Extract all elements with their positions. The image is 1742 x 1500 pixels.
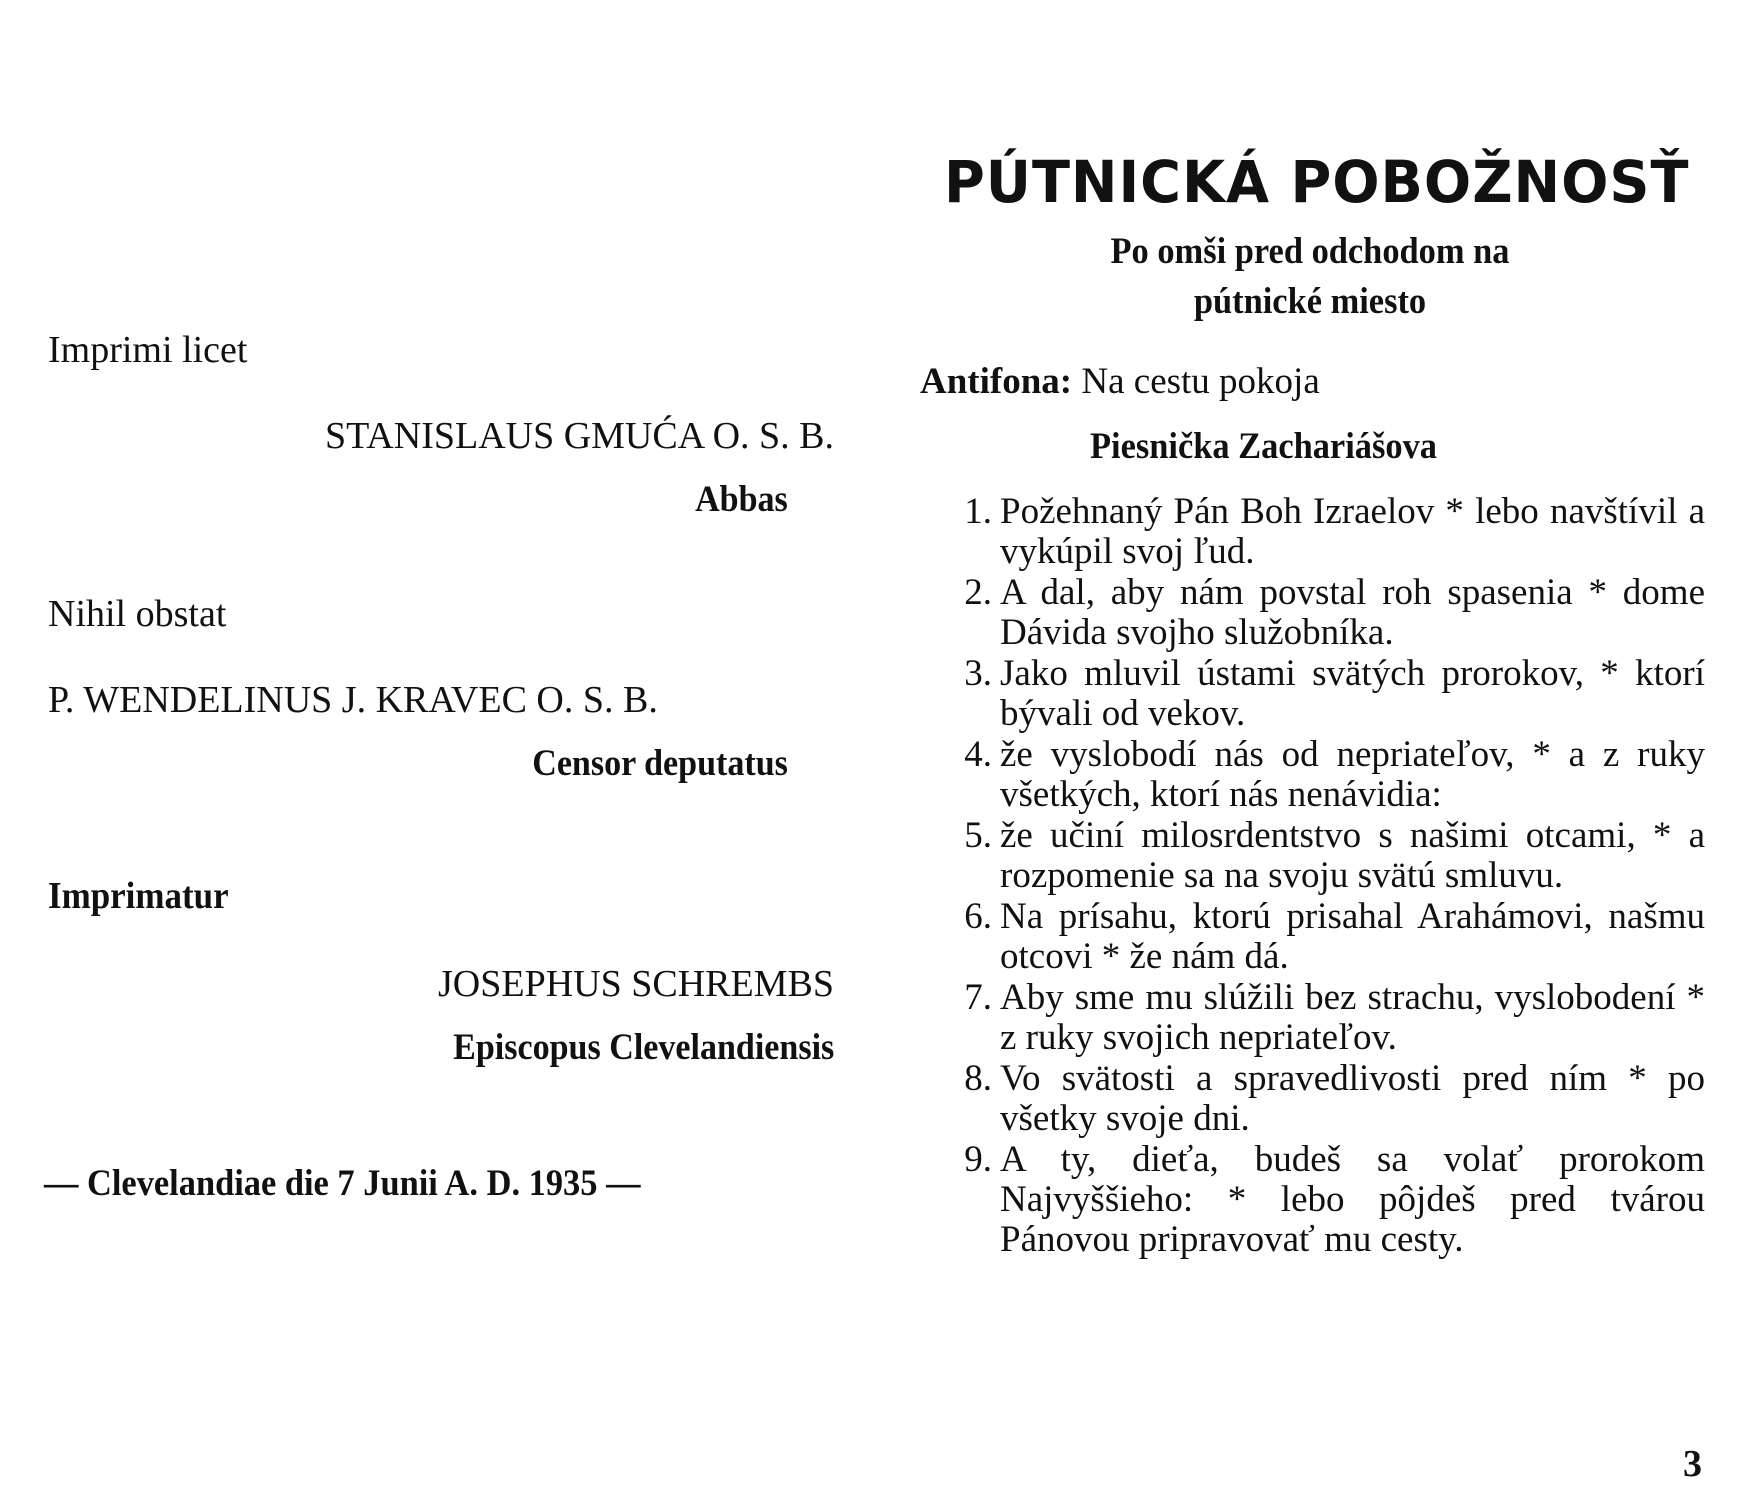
verse-text: že učiní milosrdentstvo s našimi otcami, * a rozpomenie sa na svoju svätú smluvu. bbox=[1000, 815, 1705, 896]
verse-text: Jako mluvil ústami svätých prorokov, * ktorí bývali od vekov. bbox=[1000, 653, 1705, 734]
verse-text: Aby sme mu slúžili bez strachu, vyslobodení * z ruky svojich nepriateľov. bbox=[1000, 977, 1705, 1058]
verse-text: Na prísahu, ktorú prisahal Arahámovi, našmu otcovi * že nám dá. bbox=[1000, 896, 1705, 977]
antifona bbox=[920, 360, 1320, 403]
verse-item bbox=[930, 573, 1705, 653]
verse-text: Vo svätosti a spravedlivosti pred ním * po všetky svoje dni. bbox=[1000, 1058, 1705, 1139]
verse-item bbox=[930, 897, 1705, 977]
verse-number: 8. bbox=[964, 1058, 992, 1099]
dateline: — Clevelandiae die 7 Junii A. D. 1935 — bbox=[44, 1163, 641, 1204]
verse-item bbox=[930, 735, 1705, 815]
verse-number: 1. bbox=[964, 491, 992, 532]
subtitle-line-2: pútnické miesto bbox=[1193, 281, 1427, 322]
verse-number: 5. bbox=[964, 815, 992, 856]
verse-list bbox=[930, 492, 1705, 1261]
nihil-obstat-name: P. WENDELINUS J. KRAVEC O. S. B. bbox=[48, 679, 658, 721]
verse-number: 3. bbox=[964, 653, 992, 694]
verse-item bbox=[930, 492, 1705, 572]
nihil-obstat-role: Censor deputatus bbox=[532, 743, 788, 784]
verse-number: 7. bbox=[964, 977, 992, 1018]
imprimi-licet-label: Imprimi licet bbox=[48, 329, 248, 371]
verse-text: Požehnaný Pán Boh Izraelov * lebo navštívil a vykúpil svoj ľud. bbox=[1000, 491, 1705, 572]
page-number: 3 bbox=[1683, 1443, 1702, 1485]
antifona-label: Antifona: bbox=[920, 361, 1073, 402]
nihil-obstat-label: Nihil obstat bbox=[48, 593, 227, 635]
subtitle-line-1: Po omši pred odchodom na bbox=[1110, 231, 1510, 272]
imprimatur-label: Imprimatur bbox=[48, 875, 229, 917]
verse-text: že vyslobodí nás od nepriateľov, * a z ruky všetkých, ktorí nás nenávidia: bbox=[1000, 734, 1705, 815]
imprimatur-name: JOSEPHUS SCHREMBS bbox=[438, 963, 834, 1005]
verse-number: 9. bbox=[964, 1139, 992, 1180]
page-title: PÚTNICKÁ POBOŽNOSŤ bbox=[944, 148, 1690, 216]
imprimi-licet-role: Abbas bbox=[695, 479, 788, 520]
verse-item bbox=[930, 1140, 1705, 1260]
imprimatur-role: Episcopus Clevelandiensis bbox=[452, 1027, 834, 1068]
verse-item bbox=[930, 1059, 1705, 1139]
verse-number: 4. bbox=[964, 734, 992, 775]
verse-text: A ty, dieťa, budeš sa volať prorokom Najvyššieho: * lebo pôjdeš pred tvárou Pánovou pripravovať mu cesty. bbox=[1000, 1139, 1705, 1260]
antifona-text: Na cestu pokoja bbox=[1081, 361, 1320, 402]
verse-number: 6. bbox=[964, 896, 992, 937]
verse-text: A dal, aby nám povstal roh spasenia * dome Dávida svojho služobníka. bbox=[1000, 572, 1705, 653]
verse-item bbox=[930, 654, 1705, 734]
verse-number: 2. bbox=[964, 572, 992, 613]
verse-item bbox=[930, 978, 1705, 1058]
imprimi-licet-name: STANISLAUS GMUĆA O. S. B. bbox=[325, 415, 834, 457]
song-title: Piesnička Zachariášova bbox=[1090, 426, 1437, 467]
verse-item bbox=[930, 816, 1705, 896]
